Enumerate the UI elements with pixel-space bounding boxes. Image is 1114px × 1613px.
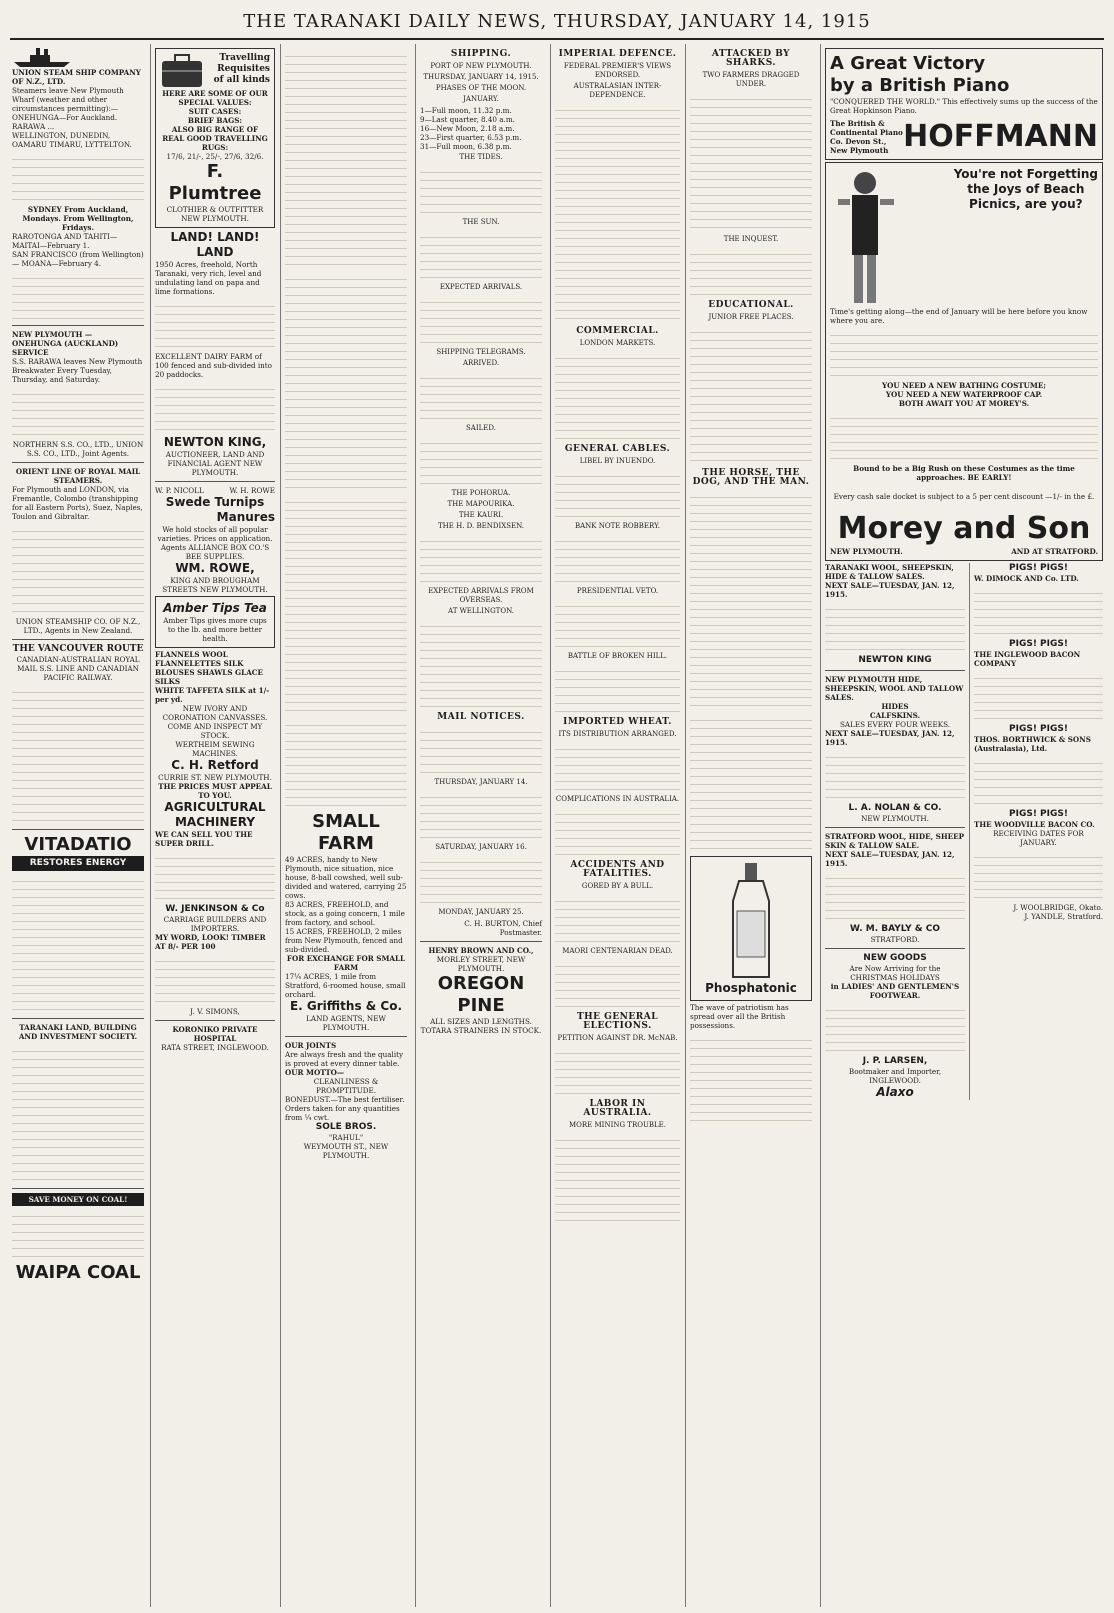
text-filler [825, 871, 965, 921]
costume: YOU NEED A NEW BATHING COSTUME; [882, 381, 1046, 390]
sailed: SAILED. [466, 424, 496, 432]
victory-1: A Great Victory [830, 53, 986, 74]
beach-2: the Joys of Beach [967, 182, 1085, 196]
trav-line-1: Travelling [219, 53, 270, 63]
morley: MORLEY STREET, NEW PLYMOUTH. [436, 955, 526, 973]
vancouver-title: THE VANCOUVER ROUTE [12, 644, 144, 654]
text-filler [420, 230, 542, 280]
text-filler [12, 524, 144, 614]
complications: COMPLICATIONS IN AUSTRALIA. [555, 795, 680, 803]
northern-agents: NORTHERN S.S. CO., LTD., UNION S.S. CO., LTD., Joint Agents. [12, 440, 144, 458]
land-1950: 1950 Acres, freehold, North Taranaki, very rich, level and undulating land on papa and lime formations. [155, 260, 262, 296]
tides: THE TIDES. [459, 153, 503, 161]
yandle: J. YANDLE, Stratford. [1024, 912, 1103, 921]
text-filler [420, 436, 542, 486]
masthead: THE TARANAKI DAILY NEWS, THURSDAY, JANUARY 14, 1915 [10, 6, 1104, 40]
next-sale-2: NEXT SALE—TUESDAY, JAN. 12, 1915. [825, 729, 955, 747]
bc-piano: The British & Continental Piano Co. Devon St., New Plymouth [830, 119, 903, 155]
overseas: EXPECTED ARRIVALS FROM OVERSEAS. [428, 587, 534, 604]
rugs-prices: 17/6, 21/-, 25/-, 27/6, 32/6. [166, 152, 264, 161]
text-filler [420, 371, 542, 421]
oregon-pine: OREGON PINE [437, 973, 525, 1016]
flannels-list: FLANNELS WOOL FLANNELETTES SILK BLOUSES SHAWLS GLACE SILKS [155, 650, 264, 686]
column-2 [150, 44, 279, 1607]
text-filler [555, 351, 680, 441]
date: THURSDAY, JANUARY 14, 1915. [423, 73, 539, 81]
sell-you: WE CAN SELL YOU THE SUPER DRILL. [155, 830, 253, 848]
veto: PRESIDENTIAL VETO. [576, 587, 659, 595]
column-6 [685, 44, 816, 1607]
burton: C. H. BURTON, Chief Postmaster. [464, 919, 542, 937]
land-heading: LAND! LAND! LAND [170, 230, 260, 259]
saturday: SATURDAY, JANUARY 16. [435, 843, 527, 851]
all-sizes: ALL SIZES AND LENGTHS. [430, 1017, 532, 1026]
aus-nz: AUSTRALASIAN INTER-DEPENDENCE. [573, 82, 662, 99]
np-hide: NEW PLYMOUTH HIDE, SHEEPSKIN, WOOL AND TALLOW SALES. [825, 675, 964, 702]
text-filler [555, 807, 680, 857]
footwear: in LADIES' AND GENTLEMEN'S FOOTWEAR. [830, 982, 960, 1000]
bayly: W. M. BAYLY & CO [850, 924, 940, 934]
nolan: L. A. NOLAN & CO. [848, 803, 942, 813]
maori: MAORI CENTENARIAN DEAD. [562, 947, 673, 955]
gored: GORED BY A BULL. [581, 882, 654, 890]
dimock: W. DIMOCK AND Co. LTD. [974, 574, 1079, 583]
nolan-sub: NEW PLYMOUTH. [861, 814, 929, 823]
rahul: "RAHUL" [328, 1133, 364, 1142]
bayly-sub: STRATFORD. [870, 935, 920, 944]
taranaki-land-society: TARANAKI LAND, BUILDING AND INVESTMENT SOCIETY. [18, 1023, 138, 1041]
junior: JUNIOR FREE PLACES. [708, 313, 794, 321]
text-filler [420, 165, 542, 215]
text-filler [690, 92, 812, 232]
arrived: ARRIVED. [462, 359, 500, 367]
stocks: We hold stocks of all popular varieties. Prices on application. [157, 525, 273, 543]
broken-hill: BATTLE OF BROKEN HILL. [567, 652, 668, 660]
rarotonga-text: RAROTONGA AND TAHITI— MAITAI—February 1. [12, 232, 118, 250]
pigs-1: PIGS! PIGS! [1009, 563, 1068, 573]
acres-15: 15 ACRES, FREEHOLD, 2 miles from New Plymouth, fenced and sub-divided. [285, 927, 403, 954]
column-3 [280, 44, 411, 1607]
next-sale-3: NEXT SALE—TUESDAY, JAN. 12, 1915. [825, 850, 955, 868]
hoffmann: HOFFMANN [903, 119, 1098, 154]
text-filler [825, 602, 965, 652]
petition: PETITION AGAINST DR. McNAB. [557, 1034, 678, 1042]
shipping-heading: SHIPPING. [450, 49, 512, 59]
nicoll: W. P. NICOLL [155, 486, 204, 495]
onehunga-text: ONEHUNGA—For Auckland. RARAWA ... [12, 113, 118, 131]
plumtree-name: F. Plumtree [168, 161, 262, 204]
rush: Bound to be a Big Rush on these Costumes as the time approaches. BE EARLY! [853, 464, 1075, 482]
pohorua: THE POHORUA. [451, 489, 511, 497]
text-filler [555, 1133, 680, 1223]
brief-bags: BRIEF BAGS: [187, 116, 243, 125]
rowe-sub: KING AND BROUGHAM STREETS NEW PLYMOUTH. [162, 576, 268, 594]
bank-note: BANK NOTE ROBBERY. [574, 522, 661, 530]
steamship-icon [12, 46, 72, 68]
our-joints: OUR JOINTS [285, 1041, 337, 1050]
manures: Manures [216, 510, 275, 524]
mining: MORE MINING TROUBLE. [569, 1121, 666, 1129]
restores-energy: RESTORES ENERGY [12, 856, 144, 871]
trav-line-3: of all kinds [213, 75, 270, 85]
receiving: RECEIVING DATES FOR JANUARY. [993, 829, 1084, 847]
piano-ad [825, 48, 1103, 160]
jenkinson: W. JENKINSON & Co [165, 904, 265, 914]
sheepskin: TARANAKI WOOL, SHEEPSKIN, HIDE & TALLOW SALES. [825, 563, 954, 581]
thursday: THURSDAY, JANUARY 14. [434, 778, 528, 786]
text-filler [420, 534, 542, 584]
motto: OUR MOTTO— [285, 1068, 345, 1077]
text-filler [155, 954, 275, 1004]
beach-body: Time's getting along—the end of January will be here before you know where you are. [830, 307, 1088, 325]
hides: HIDES [881, 702, 909, 711]
mail-notices: MAIL NOTICES. [437, 712, 525, 722]
jenkinson-sub: CARRIAGE BUILDERS AND IMPORTERS. [163, 915, 267, 933]
accidents: ACCIDENTS AND FATALITIES. [570, 860, 665, 879]
text-filler [555, 1046, 680, 1096]
column-5 [550, 44, 684, 1607]
exchange: FOR EXCHANGE FOR SMALL FARM [286, 954, 406, 972]
mapourika: THE MAPOURIKA. [447, 500, 515, 508]
victory-body: "CONQUERED THE WORLD." This effectively sums up the success of the Great Hopkinson Piano. [830, 97, 1098, 115]
text-filler [690, 247, 812, 297]
pigs-2: PIGS! PIGS! [1009, 639, 1068, 649]
taffeta: WHITE TAFFETA SILK at 1/- per yd. [155, 686, 270, 704]
text-filler [555, 103, 680, 323]
retford-sub: CURRIE ST. NEW PLYMOUTH. [158, 773, 272, 782]
expected: EXPECTED ARRIVALS. [439, 283, 523, 291]
text-filler [12, 685, 144, 825]
general-elections: THE GENERAL ELECTIONS. [576, 1012, 659, 1031]
amber-tips-tea: Amber Tips Tea [163, 601, 267, 615]
text-filler [555, 534, 680, 584]
plumtree-ad [155, 48, 275, 228]
union-steam-body: Steamers leave New Plymouth Wharf (weather and other circumstances permitting):— [12, 86, 124, 113]
larsen-sub: Bootmaker and Importer, INGLEWOOD. [848, 1067, 942, 1085]
np-onehunga-title: NEW PLYMOUTH — ONEHUNGA (AUCKLAND) SERVICE [12, 330, 119, 357]
union-agents: UNION STEAMSHIP CO. OF N.Z., LTD., Agents in New Zealand. [15, 617, 141, 635]
vancouver-body: CANADIAN-AUSTRALIAN ROYAL MAIL S.S. LINE AND CANADIAN PACIFIC RAILWAY. [16, 655, 140, 682]
suitcase-icon [160, 53, 204, 89]
newton-king-2: NEWTON KING [858, 655, 932, 665]
text-filler [974, 850, 1103, 900]
wm-rowe: WM. ROWE, [175, 561, 255, 575]
orient-body: For Plymouth and LONDON, via Fremantle, Colombo (transhipping for all Eastern Ports), Suez, Naples, Toulon and Gibraltar. [12, 485, 143, 521]
column-4 [415, 44, 546, 1607]
imported-wheat: IMPORTED WHEAT. [563, 717, 672, 727]
cleanliness: CLEANLINESS & PROMPTITUDE. [313, 1077, 379, 1095]
acres-49: 49 ACRES, handy to New Plymouth, nice situation, nice house, 8-ball cowshed, well sub-divided and watered, carrying 25 cows. [285, 855, 407, 900]
pigs-3: PIGS! PIGS! [1009, 724, 1068, 734]
text-filler [830, 411, 1098, 461]
text-filler [555, 959, 680, 1009]
vitadatio-heading: VITADATIO [24, 834, 132, 855]
text-filler [690, 1033, 812, 1123]
text-filler [285, 49, 407, 269]
moon-5: 31—Full moon, 6.38 p.m. [420, 142, 512, 151]
woolbridge: J. WOOLBRIDGE, Okato. [1013, 903, 1103, 912]
griffiths-sub: LAND AGENTS, NEW PLYMOUTH. [306, 1014, 386, 1032]
fed-premier: FEDERAL PREMIER'S VIEWS ENDORSED. [563, 62, 672, 79]
column-7 [820, 44, 1107, 1607]
next-sale-1: NEXT SALE—TUESDAY, JAN. 12, 1915. [825, 581, 955, 599]
sales-weeks: SALES EVERY FOUR WEEKS. [839, 720, 951, 729]
monday: MONDAY, JANUARY 25. [438, 908, 524, 916]
agricultural: AGRICULTURAL MACHINERY [164, 800, 266, 829]
waterproof: YOU NEED A NEW WATERPROOF CAP. [885, 390, 1043, 399]
victory-2: by a British Piano [830, 75, 1010, 96]
at-wellington: AT WELLINGTON. [448, 607, 514, 615]
text-filler [974, 756, 1103, 806]
january: JANUARY. [463, 95, 499, 103]
text-filler [420, 855, 542, 905]
text-filler [155, 382, 275, 432]
special-values: HERE ARE SOME OF OUR SPECIAL VALUES: [162, 89, 268, 107]
moon-1: 1—Full moon, 11.32 p.m. [420, 106, 512, 115]
text-filler [12, 1044, 144, 1184]
rarawa-text: S.S. RARAWA leaves New Plymouth Breakwater Every Tuesday, Thursday, and Saturday. [12, 357, 143, 384]
text-filler [555, 742, 680, 792]
swede-turnips: Swede Turnips [165, 495, 265, 509]
sanfran-text: SAN FRANCISCO (from Wellington)— MOANA—February 4. [12, 250, 144, 268]
horse-dog-man: THE HORSE, THE DOG, AND THE MAN. [692, 468, 810, 487]
hospital: KORONIKO PRIVATE HOSPITAL [172, 1025, 258, 1043]
prices-appeal: THE PRICES MUST APPEAL TO YOU. [158, 782, 272, 800]
morey-ad [825, 162, 1103, 561]
sun: THE SUN. [462, 218, 500, 226]
text-filler [12, 271, 144, 321]
orient-title: ORIENT LINE OF ROYAL MAIL STEAMERS. [15, 467, 141, 485]
bendixsen: THE H. D. BENDIXSEN. [437, 522, 525, 530]
text-filler [285, 272, 407, 492]
morey-and-son: Morey and Son [837, 511, 1091, 546]
morey-np: NEW PLYMOUTH. [830, 547, 903, 556]
suit-cases: SUIT CASES: [188, 107, 242, 116]
text-filler [420, 790, 542, 840]
text-filler [285, 718, 407, 808]
libel: LIBEL BY INUENDO. [579, 457, 656, 465]
text-filler [555, 664, 680, 714]
save-money-heading: SAVE MONEY ON COAL! [12, 1193, 144, 1206]
text-filler [974, 586, 1103, 636]
acres-17: 17¼ ACRES, 1 mile from Stratford, 6-roomed house, small orchard. [285, 972, 406, 999]
telegrams: SHIPPING TELEGRAMS. [436, 348, 526, 356]
labor: LABOR IN AUSTRALIA. [583, 1099, 652, 1118]
moon-2: 9—Last quarter, 8.40 a.m. [420, 115, 515, 124]
text-filler [825, 1003, 965, 1053]
simons: J. V. SIMONS, [190, 1007, 240, 1016]
column-1 [8, 44, 148, 1607]
text-filler [285, 495, 407, 715]
weymouth: WEYMOUTH ST., NEW PLYMOUTH. [303, 1142, 389, 1160]
wellington-text: WELLINGTON, DUNEDIN, OAMARU TIMARU, LYTTELTON. [12, 131, 132, 149]
stratford-wool: STRATFORD WOOL, HIDE, SHEEP SKIN & TALLOW SALE. [825, 832, 964, 850]
text-filler [12, 1209, 144, 1259]
stock: COME AND INSPECT MY STOCK. [167, 722, 263, 740]
waipa-coal: WAIPA COAL [15, 1262, 141, 1283]
timber: MY WORD, LOOK! TIMBER AT 8/- PER 100 [155, 933, 266, 951]
sydney-text: SYDNEY From Auckland, Mondays. From Wellington, Fridays. [22, 205, 134, 232]
discount: Every cash sale docket is subject to a 5 per cent discount —1/- in the £. [833, 492, 1095, 501]
rugs: ALSO BIG RANGE OF REAL GOOD TRAVELLING RUGS: [162, 125, 268, 152]
rowe-top: W. H. ROWE [229, 486, 275, 495]
phosphatonic: Phosphatonic [705, 981, 797, 995]
morey-stratford: AND AT STRATFORD. [1011, 547, 1098, 556]
newton-king-sub: AUCTIONEER, LAND AND FINANCIAL AGENT NEW PLYMOUTH. [165, 450, 265, 477]
amber-sub: Amber Tips gives more cups to the lb. and more better health. [163, 616, 267, 643]
await: BOTH AWAIT YOU AT MOREY'S. [898, 399, 1030, 408]
joints-body: Are always fresh and the quality is proved at every dinner table. [285, 1050, 404, 1068]
bottle-icon [721, 861, 781, 981]
calfskins: CALFSKINS. [869, 711, 921, 720]
text-filler [690, 490, 812, 710]
woodville: THE WOODVILLE BACON CO. [974, 820, 1095, 829]
text-filler [12, 387, 144, 437]
inquest: THE INQUEST. [723, 235, 779, 243]
moon-3: 16—New Moon, 2.18 a.m. [420, 124, 515, 133]
distribution: ITS DISTRIBUTION ARRANGED. [558, 730, 677, 738]
moon-4: 23—First quarter, 6.53 p.m. [420, 133, 522, 142]
new-goods: NEW GOODS [863, 953, 927, 963]
hospital-sub: RATA STREET, INGLEWOOD. [161, 1043, 269, 1052]
phosphatonic-ad [690, 856, 812, 1001]
wertheim: WERTHEIM SEWING MACHINES. [175, 740, 255, 758]
pigs-4: PIGS! PIGS! [1009, 809, 1068, 819]
newton-king: NEWTON KING, [163, 435, 267, 449]
text-filler [12, 152, 144, 202]
beach-3: Picnics, are you? [969, 197, 1083, 211]
small-farm: SMALL FARM [312, 811, 380, 854]
text-filler [420, 619, 542, 709]
acres-83: 83 ACRES, FREEHOLD, and stock, as a going concern, 1 mile from factory, and school. [285, 900, 405, 927]
text-filler [690, 713, 812, 853]
text-filler [555, 894, 680, 944]
text-filler [690, 325, 812, 465]
griffiths: E. Griffiths & Co. [289, 999, 403, 1013]
agents: Agents ALLIANCE BOX CO.'S BEE SUPPLIES. [160, 543, 270, 561]
larsen: J. P. LARSEN, [862, 1056, 928, 1066]
text-filler [420, 725, 542, 775]
beach-1: You're not Forgetting [953, 167, 1098, 181]
text-filler [420, 295, 542, 345]
sharks: ATTACKED BY SHARKS. [711, 49, 791, 68]
text-filler [555, 469, 680, 519]
port: PORT OF NEW PLYMOUTH. [430, 62, 532, 70]
kauri: THE KAURI. [458, 511, 504, 519]
phases: PHASES OF THE MOON. [435, 84, 527, 92]
wave-text: The wave of patriotism has spread over all the British possessions. [690, 1003, 789, 1030]
borthwick: THOS. BORTHWICK & SONS (Australasia), Ltd. [974, 735, 1091, 753]
text-filler [555, 599, 680, 649]
christmas: Are Now Arriving for the CHRISTMAS HOLIDAYS [849, 964, 941, 982]
totara: TOTARA STRAINERS IN STOCK. [420, 1026, 542, 1035]
text-filler [974, 671, 1103, 721]
henry-brown: HENRY BROWN AND CO., [428, 946, 534, 955]
educational: EDUCATIONAL. [708, 300, 794, 310]
imperial-defence: IMPERIAL DEFENCE. [558, 49, 677, 59]
ivory: NEW IVORY AND CORONATION CANVASSES. [162, 704, 268, 722]
london-markets: LONDON MARKETS. [579, 339, 656, 347]
farmers: TWO FARMERS DRAGGED UNDER. [702, 71, 800, 88]
general-cables: GENERAL CABLES. [564, 444, 671, 454]
text-filler [825, 750, 965, 800]
inglewood-bacon: THE INGLEWOOD BACON COMPANY [974, 650, 1081, 668]
union-steam-title: UNION STEAM SHIP COMPANY OF N.Z., LTD. [12, 68, 141, 86]
retford: C. H. Retford [171, 758, 259, 772]
sole-bros: SOLE BROS. [315, 1122, 377, 1132]
bather-figure-icon [830, 167, 900, 307]
bonedust: BONEDUST.—The best fertiliser. Orders taken for any quantities from ¼ cwt. [285, 1095, 405, 1122]
plumtree-sub: CLOTHIER & OUTFITTER NEW PLYMOUTH. [166, 205, 264, 223]
text-filler [830, 328, 1098, 378]
commercial: COMMERCIAL. [576, 326, 659, 336]
alaxo: Alaxo [876, 1085, 914, 1099]
trav-line-2: Requisites [217, 64, 270, 74]
dairy-farm: EXCELLENT DAIRY FARM of 100 fenced and sub-divided into 20 paddocks. [155, 352, 273, 379]
text-filler [155, 851, 275, 901]
text-filler [155, 299, 275, 349]
text-filler [12, 874, 144, 1014]
